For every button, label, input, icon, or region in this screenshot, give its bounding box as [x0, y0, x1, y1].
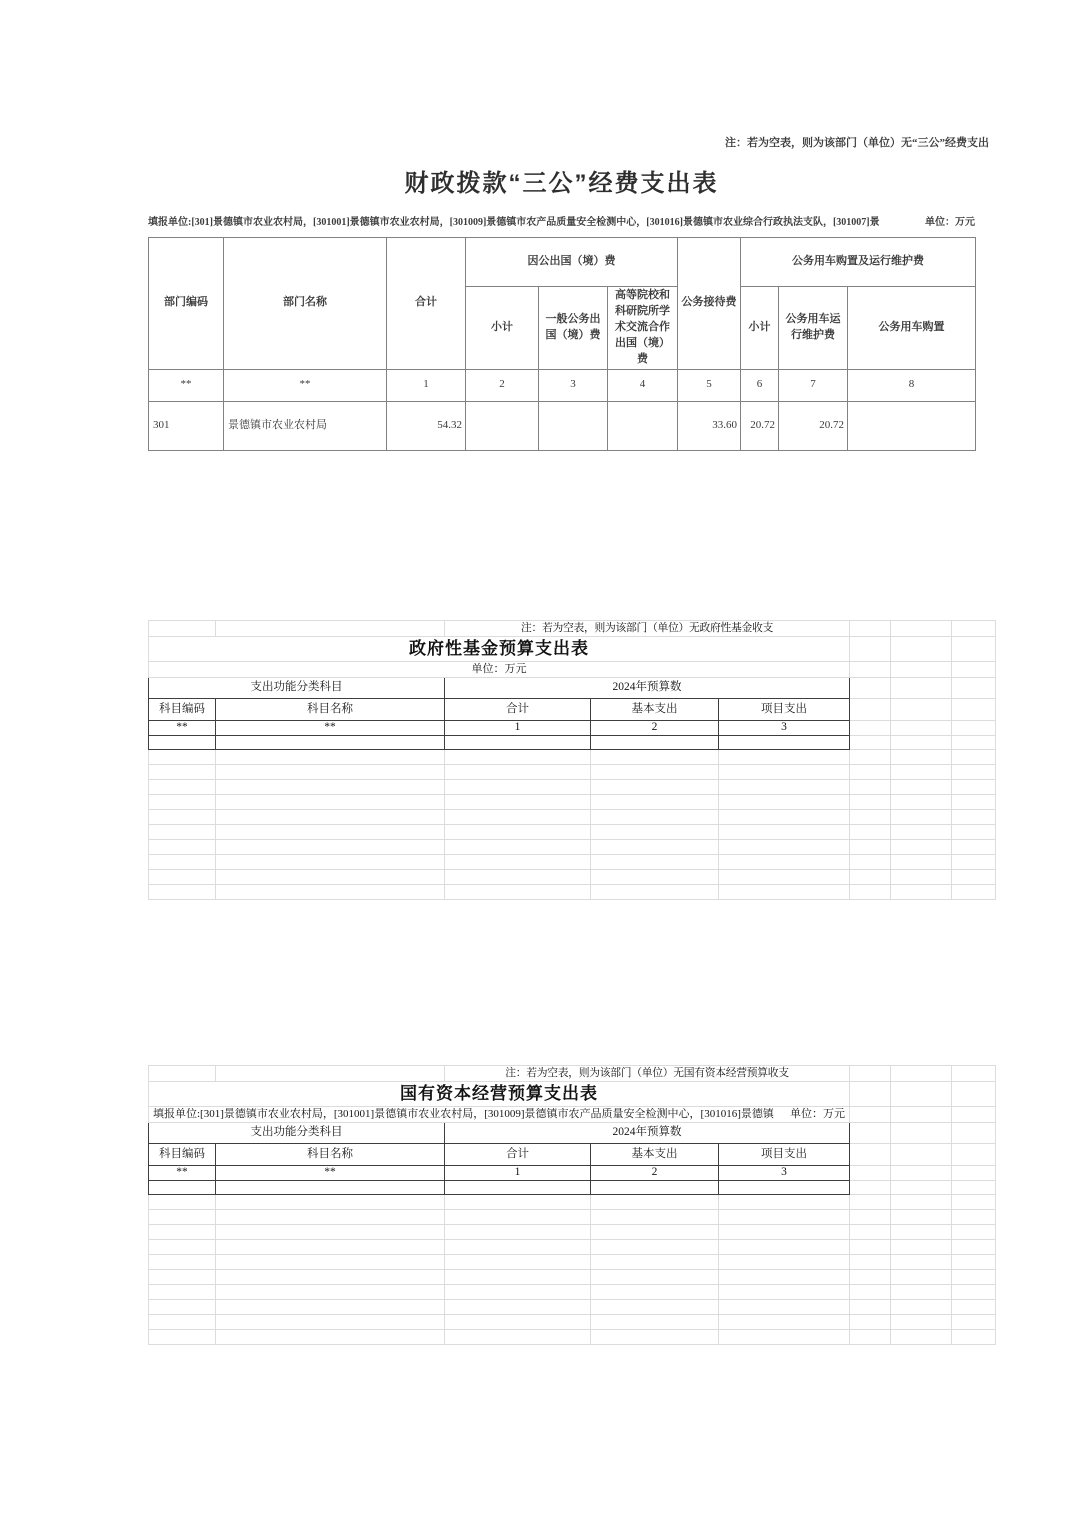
- header-vehicle-purchase: 公务用车购置: [848, 287, 976, 370]
- empty-grid-row: [149, 1255, 996, 1270]
- empty-grid-row: [149, 1195, 996, 1210]
- table1-header-row-1: [149, 238, 976, 287]
- cell-vehicle-maintenance: 20.72: [779, 401, 848, 450]
- column-number-cell: 3: [719, 1166, 850, 1181]
- cell-dept-name: 景德镇市农业农村局: [224, 401, 387, 450]
- table3-unit-label: 单位：万元: [790, 1107, 845, 1120]
- table2-empty-data-row: [149, 736, 996, 750]
- cell-total: 54.32: [387, 401, 466, 450]
- cell-abroad-subtotal: [466, 401, 539, 450]
- header-basic: 基本支出: [591, 1144, 719, 1166]
- table3-unit-row: [149, 1107, 996, 1123]
- column-number-cell: 2: [591, 721, 719, 736]
- table3-empty-grid: [149, 1195, 996, 1345]
- sangong-expense-table: [148, 237, 976, 451]
- empty-grid-row: [149, 750, 996, 765]
- empty-grid-row: [149, 765, 996, 780]
- cell-abroad-general: [539, 401, 608, 450]
- column-number-cell: 5: [678, 369, 741, 401]
- column-number-cell: 3: [719, 721, 850, 736]
- header-basic: 基本支出: [591, 699, 719, 721]
- table2-note: 注：若为空表，则为该部门（单位）无政府性基金收支: [445, 621, 850, 637]
- empty-grid-row: [149, 870, 996, 885]
- table2-unit-label: 单位：万元: [149, 662, 850, 678]
- column-number-cell: 1: [445, 721, 591, 736]
- table3-column-number-row: [149, 1166, 996, 1181]
- table1-data-row: [149, 401, 976, 450]
- column-number-cell: 2: [466, 369, 539, 401]
- table2-title-row: [149, 637, 996, 662]
- header-vehicle-subtotal: 小计: [741, 287, 779, 370]
- empty-grid-row: [149, 825, 996, 840]
- table1-column-number-row: [149, 369, 976, 401]
- table3-title-row: [149, 1082, 996, 1107]
- column-number-cell: 3: [539, 369, 608, 401]
- header-project: 项目支出: [719, 1144, 850, 1166]
- table2-note-row: [149, 621, 996, 637]
- header-project: 项目支出: [719, 699, 850, 721]
- cell-dept-code: 301: [149, 401, 224, 450]
- header-reception: 公务接待费: [678, 238, 741, 370]
- table3-header-row-2: [149, 1144, 996, 1166]
- sangong-table-section: [0, 0, 1074, 470]
- column-number-cell: **: [224, 369, 387, 401]
- header-budget-group: 2024年预算数: [445, 678, 850, 699]
- header-func-group: 支出功能分类科目: [149, 678, 445, 699]
- column-number-cell: 8: [848, 369, 976, 401]
- table2-title: 政府性基金预算支出表: [149, 637, 850, 662]
- column-number-cell: 7: [779, 369, 848, 401]
- table3-empty-data-row: [149, 1181, 996, 1195]
- header-vehicle-group: 公务用车购置及运行维护费: [741, 238, 976, 287]
- table1-title: 财政拨款“三公”经费支出表: [404, 170, 719, 197]
- header-budget-group: 2024年预算数: [445, 1123, 850, 1144]
- header-subject-code: 科目编码: [149, 1144, 216, 1166]
- table1-unit-line: [148, 213, 975, 228]
- header-subject-name: 科目名称: [216, 1144, 445, 1166]
- empty-grid-row: [149, 840, 996, 855]
- cell-reception: 33.60: [678, 401, 741, 450]
- header-abroad-subtotal: 小计: [466, 287, 539, 370]
- empty-grid-row: [149, 1285, 996, 1300]
- table2-header-row-1: [149, 678, 996, 699]
- table1-unit-label: 单位：万元: [925, 217, 975, 228]
- table3-note-row: [149, 1066, 996, 1082]
- table2-empty-grid: [149, 750, 996, 900]
- empty-grid-row: [149, 1300, 996, 1315]
- table3-title: 国有资本经营预算支出表: [149, 1082, 850, 1107]
- column-number-cell: 4: [608, 369, 678, 401]
- table2-unit-row: [149, 662, 996, 678]
- header-dept-name: 部门名称: [224, 238, 387, 370]
- empty-grid-row: [149, 795, 996, 810]
- empty-grid-row: [149, 855, 996, 870]
- cell-abroad-academic: [608, 401, 678, 450]
- empty-grid-row: [149, 1240, 996, 1255]
- column-number-cell: **: [216, 1166, 445, 1181]
- table3-note: 注：若为空表，则为该部门（单位）无国有资本经营预算收支: [445, 1066, 850, 1082]
- table2-header-row-2: [149, 699, 996, 721]
- column-number-cell: **: [216, 721, 445, 736]
- table2-column-number-row: [149, 721, 996, 736]
- government-fund-budget-table: [148, 620, 996, 900]
- cell-vehicle-purchase: [848, 401, 976, 450]
- empty-grid-row: [149, 1210, 996, 1225]
- table1-note: 注：若为空表，则为该部门（单位）无“三公”经费支出: [725, 137, 989, 149]
- cell-vehicle-subtotal: 20.72: [741, 401, 779, 450]
- column-number-cell: **: [149, 369, 224, 401]
- empty-grid-row: [149, 885, 996, 900]
- header-total: 合计: [445, 699, 591, 721]
- header-vehicle-maintenance: 公务用车运行维护费: [779, 287, 848, 370]
- table3-header-row-1: [149, 1123, 996, 1144]
- header-subject-name: 科目名称: [216, 699, 445, 721]
- header-func-group: 支出功能分类科目: [149, 1123, 445, 1144]
- header-total: 合计: [445, 1144, 591, 1166]
- header-dept-code: 部门编码: [149, 238, 224, 370]
- table3-filler-units: 填报单位:[301]景德镇市农业农村局，[301001]景德镇市农业农村局，[301009]景德镇市农产品质量安全检测中心，[301016]景德镇: [153, 1107, 774, 1120]
- column-number-cell: 2: [591, 1166, 719, 1181]
- header-subject-code: 科目编码: [149, 699, 216, 721]
- header-total: 合计: [387, 238, 466, 370]
- table1-filler-units: 填报单位:[301]景德镇市农业农村局，[301001]景德镇市农业农村局，[301009]景德镇市农产品质量安全检测中心，[301016]景德镇市农业综合行政执法支队，[301007]景: [148, 217, 880, 228]
- header-abroad-academic: 高等院校和科研院所学术交流合作出国（境）费: [608, 287, 678, 370]
- empty-grid-row: [149, 1270, 996, 1285]
- header-abroad-general: 一般公务出国（境）费: [539, 287, 608, 370]
- column-number-cell: 1: [387, 369, 466, 401]
- empty-grid-row: [149, 810, 996, 825]
- column-number-cell: 1: [445, 1166, 591, 1181]
- state-capital-budget-table: [148, 1065, 996, 1345]
- header-abroad-group: 因公出国（境）费: [466, 238, 678, 287]
- column-number-cell: **: [149, 1166, 216, 1181]
- empty-grid-row: [149, 1330, 996, 1345]
- column-number-cell: 6: [741, 369, 779, 401]
- empty-grid-row: [149, 1225, 996, 1240]
- column-number-cell: **: [149, 721, 216, 736]
- empty-grid-row: [149, 780, 996, 795]
- empty-grid-row: [149, 1315, 996, 1330]
